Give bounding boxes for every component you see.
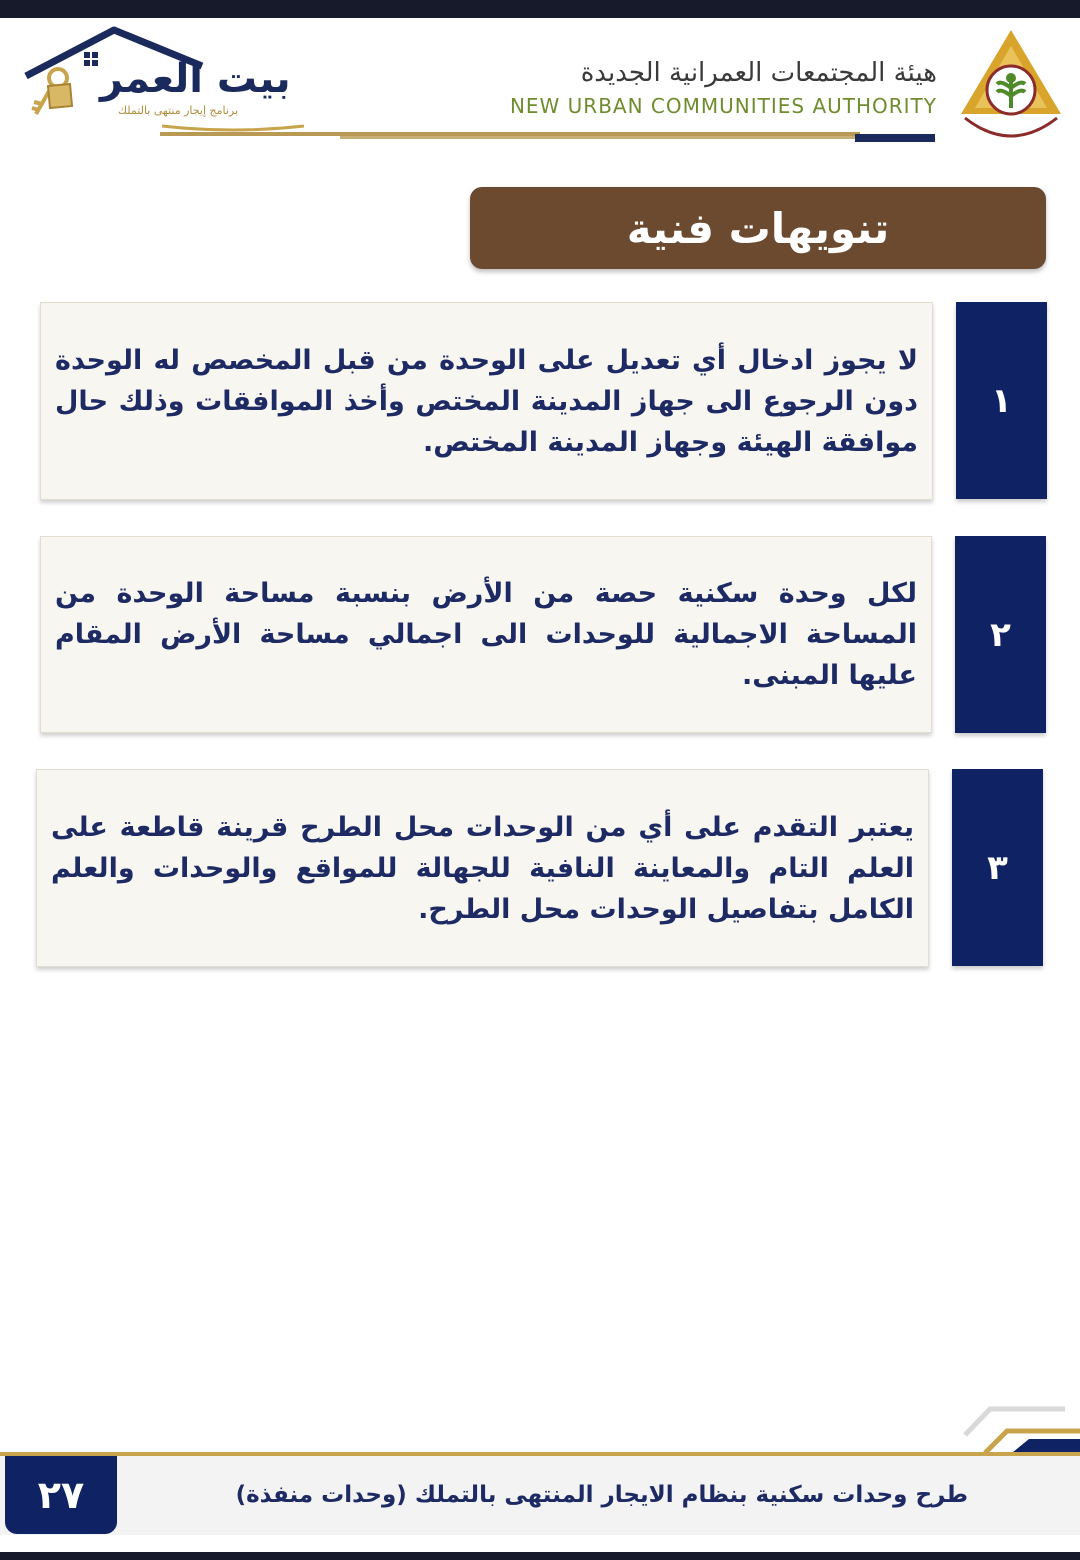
authority-name-arabic: هيئة المجتمعات العمرانية الجديدة — [580, 58, 937, 88]
header-divider-secondary — [340, 136, 860, 139]
page-number-box — [5, 1456, 117, 1534]
footer-gold-rule — [0, 1452, 1080, 1456]
note-text-2: لكل وحدة سكنية حصة من الأرض بنسبة مساحة الوحدة من المساحة الاجمالية للوحدات الى اجمالي مساحة الأرض المقام عليها المبنى. — [55, 578, 917, 691]
nuca-emblem-icon — [955, 26, 1067, 152]
note-box-3 — [36, 769, 929, 967]
bottom-bar — [0, 1552, 1080, 1560]
authority-name-english: NEW URBAN COMMUNITIES AUTHORITY — [509, 94, 937, 118]
note-box-1 — [40, 302, 933, 500]
note-box-2 — [40, 536, 932, 733]
page-number: ٢٧ — [37, 1473, 85, 1517]
note-number-box-2 — [955, 536, 1046, 733]
program-tagline: برنامج إيجار منتهى بالتملك — [118, 104, 239, 117]
program-name: بيت العمر — [100, 56, 291, 102]
footer-caption: طرح وحدات سكنية بنظام الايجار المنتهى بالتملك (وحدات منفذة) — [235, 1482, 968, 1508]
note-text-1: لا يجوز ادخال أي تعديل على الوحدة من قبل المخصص له الوحدة دون الرجوع الى جهاز المدينة المختص وأخذ الموافقات وذلك حال موافقة الهيئة وجهاز المدينة المختص. — [55, 344, 918, 458]
note-number-2: ٢ — [990, 614, 1011, 655]
note-number-1: ١ — [991, 380, 1012, 421]
note-number-3: ٣ — [987, 847, 1008, 888]
section-title-banner — [470, 187, 1046, 269]
note-text-3: يعتبر التقدم على أي من الوحدات محل الطرح قرينة قاطعة على العلم التام والمعاينة النافية للجهالة للمواقع والوحدات والعلم الكامل بتفاصيل الوحدات محل الطرح. — [51, 811, 914, 925]
note-number-box-3 — [952, 769, 1043, 966]
note-number-box-1 — [956, 302, 1047, 499]
top-bar — [0, 0, 1080, 18]
section-title: تنويهات فنية — [626, 203, 890, 253]
header-accent — [855, 134, 935, 142]
